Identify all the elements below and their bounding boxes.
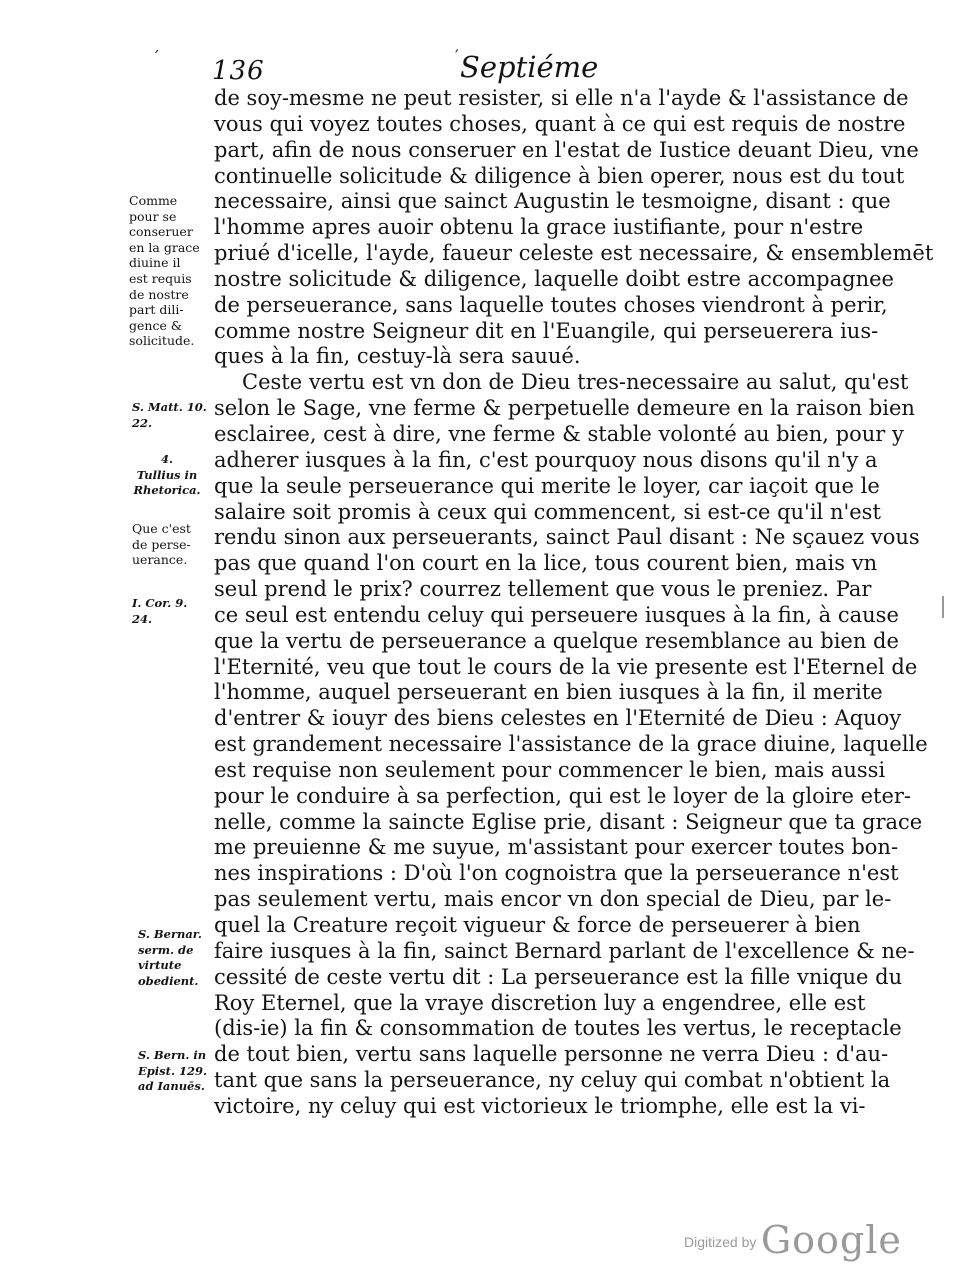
text-line: priué d'icelle, l'ayde, faueur celeste est necessaire, & ensemblemēt xyxy=(214,241,934,266)
text-line: continuelle solicitude & diligence à bien operer, nous est du tout xyxy=(214,163,905,188)
text-line: est requise non seulement pour commencer le bien, mais aussi xyxy=(214,757,886,782)
text-line: vous qui voyez toutes choses, quant à ce qui est requis de nostre xyxy=(214,111,906,136)
text-line: est grandement necessaire l'assistance de la grace diuine, laquelle xyxy=(214,732,928,757)
google-logo: Google xyxy=(760,1218,902,1262)
margin-note: Comme pour se conseruer en la grace diuine il est requis de nostre part dili- gence & solicitude. xyxy=(129,193,200,349)
text-line: nelle, comme la saincte Eglise prie, disant : Seigneur que ta grace xyxy=(214,809,923,834)
text-line: adherer iusques à la fin, c'est pourquoy nous disons qu'il n'y a xyxy=(214,447,878,472)
text-line: victoire, ny celuy qui est victorieux le triomphe, elle est la vi- xyxy=(214,1093,866,1118)
text-line: pas seulement vertu, mais encor vn don special de Dieu, par le- xyxy=(214,887,892,912)
text-line: comme nostre Seigneur dit en l'Euangile, qui perseuerera ius- xyxy=(214,318,879,343)
text-line: que la seule perseuerance qui merite le loyer, car iaçoit que le xyxy=(214,473,880,498)
watermark-label: Digitized by xyxy=(684,1234,757,1250)
text-line: seul prend le prix? courrez tellement que vous le preniez. Par xyxy=(214,577,872,602)
text-line: nes inspirations : D'où l'on cognoistra que la perseuerance n'est xyxy=(214,861,899,886)
text-line: l'homme, auquel perseuerant en bien iusques à la fin, il merite xyxy=(214,680,883,705)
margin-note: S. Bernar. serm. de virtute obedient. xyxy=(138,927,202,988)
text-line: faire iusques à la fin, sainct Bernard parlant de l'excellence & ne- xyxy=(214,938,915,963)
text-line: pas que quand l'on court en la lice, tous courent bien, mais vn xyxy=(214,551,878,576)
running-title: Septiéme xyxy=(460,50,599,84)
margin-note: 4. Tullius in Rhetorica. xyxy=(133,452,201,498)
margin-note: Que c'est de perse- uerance. xyxy=(132,521,191,568)
header-tick-mark: ′ xyxy=(455,46,459,65)
text-line: necessaire, ainsi que sainct Augustin le tesmoigne, disant : que xyxy=(214,189,891,214)
text-line: part, afin de nous conseruer en l'estat de Iustice deuant Dieu, vne xyxy=(214,137,919,162)
text-line: rendu sinon aux perseuerants, sainct Paul disant : Ne sçauez vous xyxy=(214,525,920,550)
digitized-watermark xyxy=(684,1218,902,1262)
text-line: ques à la fin, cestuy-là sera sauué. xyxy=(214,344,581,369)
margin-tick-mark: ´ xyxy=(152,48,160,67)
text-line: ce seul est entendu celuy qui perseuere iusques à la fin, à cause xyxy=(214,602,899,627)
text-line: que la vertu de perseuerance a quelque resemblance au bien de xyxy=(214,628,899,653)
body-text xyxy=(214,86,934,1120)
page-edge-mark xyxy=(942,596,944,618)
margin-note: S. Matt. 10. 22. xyxy=(132,400,207,430)
text-line: (dis-ie) la fin & consommation de toutes les vertus, le receptacle xyxy=(214,1016,902,1041)
text-line: de tout bien, vertu sans laquelle personne ne verra Dieu : d'au- xyxy=(214,1042,889,1067)
margin-note: S. Bern. in Epist. 129. ad Ianuēs. xyxy=(138,1048,207,1094)
text-line: quel la Creature reçoit vigueur & force de perseuerer à bien xyxy=(214,913,861,937)
text-line: esclairee, cest à dire, vne ferme & stable volonté au bien, pour y xyxy=(214,421,904,446)
text-line: tant que sans la perseuerance, ny celuy qui combat n'obtient la xyxy=(214,1068,891,1093)
text-line: l'homme apres auoir obtenu la grace iustifiante, pour n'estre xyxy=(214,215,864,240)
text-line: selon le Sage, vne ferme & perpetuelle demeure en la raison bien xyxy=(214,396,915,421)
text-line: pour le conduire à sa perfection, qui est le loyer de la gloire eter- xyxy=(214,783,912,808)
text-line: me preuienne & me suyue, m'assistant pour exercer toutes bon- xyxy=(214,835,899,860)
text-line: Roy Eternel, que la vraye discretion luy a engendree, elle est xyxy=(214,990,866,1015)
text-line: salaire soit promis à ceux qui commencent, si est-ce qu'il n'est xyxy=(214,499,881,524)
text-line: l'Eternité, veu que tout le cours de la vie presente est l'Eternel de xyxy=(214,654,918,679)
text-line: de soy-mesme ne peut resister, si elle n'a l'ayde & l'assistance de xyxy=(214,86,909,110)
page-number: 136 xyxy=(212,56,265,86)
margin-note: I. Cor. 9. 24. xyxy=(132,596,188,626)
text-line: nostre solicitude & diligence, laquelle doibt estre accompagnee xyxy=(214,266,894,291)
text-line: de perseuerance, sans laquelle toutes choses viendront à perir, xyxy=(214,292,888,317)
text-line: Ceste vertu est vn don de Dieu tres-necessaire au salut, qu'est xyxy=(242,370,909,395)
text-line: cessité de ceste vertu dit : La perseuerance est la fille vnique du xyxy=(214,964,903,989)
text-line: d'entrer & iouyr des biens celestes en l'Eternité de Dieu : Aquoy xyxy=(214,706,902,731)
